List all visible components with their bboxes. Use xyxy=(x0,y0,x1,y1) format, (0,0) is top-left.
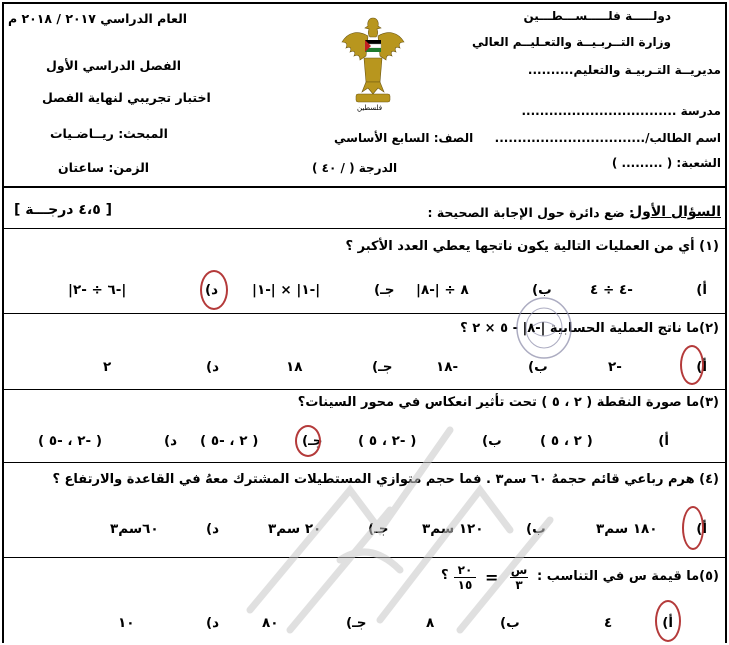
question-1-text: (١) أي من العمليات التالية يكون ناتجها يعطي العدد الأكبر ؟ xyxy=(345,239,719,254)
academic-year: العام الدراسي ٢٠١٧ / ٢٠١٨ م xyxy=(8,11,188,26)
answer-circle xyxy=(682,506,704,550)
fraction-numerator: س xyxy=(510,563,528,577)
palestine-eagle-emblem-icon xyxy=(338,12,408,104)
q3-option-a-value: ( ٢ ، ٥ ) xyxy=(540,433,593,449)
directorate-line: مديريــة التـربيـة والتعليم.......... xyxy=(527,63,721,77)
question-5-text: (٥)ما قيمة س في التناسب : xyxy=(537,569,719,584)
q1-option-c-value: |-١| × |-١| xyxy=(252,282,321,298)
fraction-numerator: ٢٠ xyxy=(454,563,476,578)
equals-sign: = xyxy=(485,568,499,587)
q5-option-d-value: ١٠ xyxy=(118,615,135,631)
q1-option-a-value: -٤ ÷ ٤ xyxy=(590,282,633,298)
fraction-denominator: ٣ xyxy=(515,578,523,592)
q3-option-a-label[interactable]: أ) xyxy=(658,433,669,449)
section-field[interactable]: الشعبة: ( ......... ) xyxy=(611,156,721,170)
question-title: السؤال الأول xyxy=(630,204,721,220)
student-name-field[interactable]: اسم الطالب/................................. xyxy=(494,131,721,145)
q2-option-c-label[interactable]: جـ) xyxy=(372,359,393,375)
emblem-caption: فلسطين xyxy=(357,104,383,112)
semester: الفصل الدراسي الأول xyxy=(46,58,181,73)
q4-option-c-label[interactable]: جـ) xyxy=(368,521,389,537)
q5-option-a-label[interactable]: أ) xyxy=(662,615,673,631)
q5-option-b-label[interactable]: ب) xyxy=(500,615,520,631)
q5-option-b-value: ٨ xyxy=(426,615,435,631)
q3-option-d-value: ( -٢ ، -٥ ) xyxy=(38,433,102,449)
q4-option-a-value: ١٨٠ سم٣ xyxy=(596,521,658,537)
section-divider xyxy=(2,228,727,229)
exam-title: اختبار تجريبي لنهاية الفصل xyxy=(42,90,211,105)
q2-option-a-label[interactable]: أ) xyxy=(696,359,707,375)
question-marks: [ ٤،٥ درجـــة ] xyxy=(14,202,113,218)
q1-option-d-value: |-٦ ÷ -٢| xyxy=(68,282,127,298)
question-divider xyxy=(2,313,727,314)
school-field[interactable]: مدرسة .................................. xyxy=(521,104,721,118)
q3-option-b-value: ( -٢ ، ٥ ) xyxy=(358,433,417,449)
handwritten-watermark-icon xyxy=(230,340,560,640)
q4-option-d-value: ٦٠سم٣ xyxy=(110,521,159,537)
question-instruction: : ضع دائرة حول الإجابة الصحيحة : xyxy=(427,205,634,220)
q4-option-b-value: ١٢٠ سم٣ xyxy=(422,521,484,537)
score-box: الدرجة ( / ٤٠ ) xyxy=(312,161,398,175)
q2-option-d-label[interactable]: د) xyxy=(206,359,220,375)
q3-option-c-label[interactable]: جـ) xyxy=(302,433,323,449)
q3-option-d-label[interactable]: د) xyxy=(164,433,178,449)
q2-option-b-value: -١٨ xyxy=(436,359,459,375)
q2-option-a-value: -٢ xyxy=(608,359,622,375)
question-2-text: (٢)ما ناتج العملية الحسابية |-٨| - ٥ × ٢ ؟ xyxy=(460,321,719,336)
q2-option-d-value: ٢ xyxy=(103,359,112,375)
question-mark: ؟ xyxy=(441,568,449,583)
state-name: دولـــــة فلـــــســـطـــين xyxy=(523,9,671,23)
q3-option-b-label[interactable]: ب) xyxy=(482,433,502,449)
q1-option-b-label[interactable]: ب) xyxy=(532,282,552,298)
header-divider xyxy=(2,186,727,188)
q5-option-c-value: ٨٠ xyxy=(262,615,279,631)
q4-option-d-label[interactable]: د) xyxy=(206,521,220,537)
grade-label: الصف: السابع الأساسي xyxy=(334,131,474,145)
question-4-text: (٤) هرم رباعي قائم حجمهُ ٦٠ سم٣ . فما حجم متوازي المستطيلات المشترك معهُ في القاعدة والارتفاع ؟ xyxy=(52,472,719,487)
q4-option-b-label[interactable]: ب) xyxy=(526,521,546,537)
q2-option-b-label[interactable]: ب) xyxy=(528,359,548,375)
q1-option-c-label[interactable]: جـ) xyxy=(374,282,395,298)
q5-option-a-value: ٤ xyxy=(604,615,613,631)
answer-circle xyxy=(655,600,681,642)
q1-option-a-label[interactable]: أ) xyxy=(696,282,707,298)
q5-option-c-label[interactable]: جـ) xyxy=(346,615,367,631)
q2-option-c-value: ١٨ xyxy=(286,359,303,375)
answer-circle xyxy=(680,345,704,385)
ministry-name: وزارة التــربـيــة والتعـليــم العالي xyxy=(472,35,671,49)
question-3-text: (٣)ما صورة النقطة ( ٢ ، ٥ ) تحت تأثير انعكاس في محور السينات؟ xyxy=(297,395,719,410)
answer-circle xyxy=(200,270,228,310)
q4-option-a-label[interactable]: أ) xyxy=(696,521,707,537)
q5-option-d-label[interactable]: د) xyxy=(206,615,220,631)
q1-option-d-label[interactable]: د) xyxy=(205,282,219,298)
q4-option-c-value: ٢٠ سم٣ xyxy=(268,521,322,537)
subject: المبحث: ريــاضـيات xyxy=(50,126,168,141)
fraction-denominator: ١٥ xyxy=(457,578,473,592)
q3-option-c-value: ( ٢ ، -٥ ) xyxy=(200,433,259,449)
q1-option-b-value: ٨ ÷ |-٨| xyxy=(416,282,469,298)
duration: الزمن: ساعتان xyxy=(58,160,150,175)
